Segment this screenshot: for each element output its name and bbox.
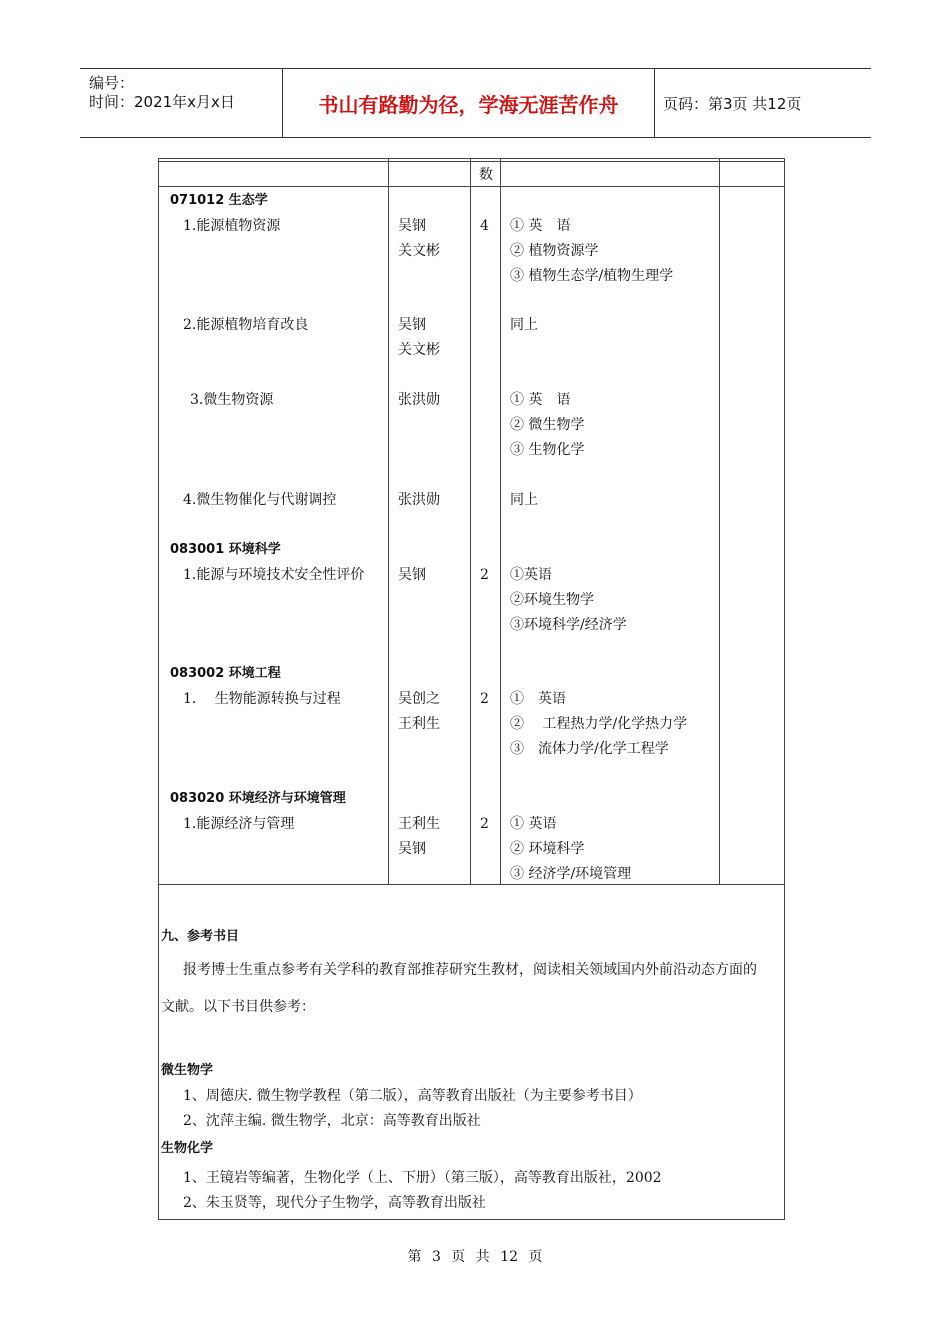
enroll-count: 4 (480, 218, 489, 234)
advisor: 王利生 (398, 816, 440, 832)
table-col-divider (500, 158, 501, 884)
research-direction: 3.微生物资源 (190, 392, 274, 408)
exam-subject: ② 工程热力学/化学热力学 (510, 716, 688, 732)
research-direction: 1. 生物能源转换与过程 (183, 691, 341, 707)
advisor: 关文彬 (398, 342, 440, 358)
table-top-inner-line (158, 161, 785, 162)
exam-subject: ① 英 语 (510, 392, 571, 408)
reference-subject: 生物化学 (161, 1141, 214, 1156)
section-title: 083001 环境科学 (170, 542, 281, 557)
header-meta (80, 69, 282, 137)
references-heading: 九、参考书目 (161, 929, 240, 944)
exam-subject: ① 英 语 (510, 218, 571, 234)
count-column-header: 数 (479, 167, 493, 183)
reference-book: 1、王镜岩等编著，生物化学（上、下册）（第三版），高等教育出版社，2002 (183, 1170, 662, 1186)
advisor: 吴创之 (398, 691, 440, 707)
references-intro: 文献。以下书目供参考： (161, 999, 315, 1015)
research-direction: 1.能源植物资源 (183, 218, 281, 234)
exam-subject: ②环境生物学 (510, 592, 594, 608)
section-title: 071012 生态学 (170, 193, 268, 208)
header-page-info: 页码：第3页 共12页 (663, 95, 802, 113)
advisor: 张洪勋 (398, 392, 440, 408)
exam-subject: 同上 (510, 317, 538, 333)
exam-subject: ③ 生物化学 (510, 442, 585, 458)
page-footer: 第 3 页 共 12 页 (407, 1249, 543, 1265)
exam-subject: ② 环境科学 (510, 841, 585, 857)
exam-subject: ①英语 (510, 567, 552, 583)
advisor: 吴钢 (398, 567, 426, 583)
research-direction: 4.微生物催化与代谢调控 (183, 492, 337, 508)
exam-subject: 同上 (510, 492, 538, 508)
reference-subject: 微生物学 (161, 1063, 214, 1078)
table-col-divider (470, 158, 471, 884)
references-intro: 报考博士生重点参考有关学科的教育部推荐研究生教材，阅读相关领域国内外前沿动态方面的 (183, 962, 757, 978)
time-label: 时间：2021年x月x日 (89, 93, 235, 111)
advisor: 王利生 (398, 716, 440, 732)
page-header (80, 68, 871, 138)
exam-subject: ① 英语 (510, 816, 557, 832)
reference-book: 2、沈萍主编. 微生物学，北京：高等教育出版社 (183, 1113, 481, 1129)
exam-subject: ② 植物资源学 (510, 243, 599, 259)
number-label: 编号： (89, 74, 135, 92)
research-direction: 1.能源与环境技术安全性评价 (183, 567, 365, 583)
exam-subject: ③ 流体力学/化学工程学 (510, 741, 669, 757)
header-divider (654, 69, 655, 137)
advisor: 吴钢 (398, 841, 426, 857)
reference-book: 1、周德庆. 微生物学教程（第二版），高等教育出版社（为主要参考书目） (183, 1088, 642, 1104)
section-title: 083020 环境经济与环境管理 (170, 791, 346, 806)
header-motto: 书山有路勤为径，学海无涯苦作舟 (318, 92, 619, 117)
advisor: 吴钢 (398, 218, 426, 234)
advisor: 吴钢 (398, 317, 426, 333)
research-direction: 2.能源植物培育改良 (183, 317, 309, 333)
advisor: 关文彬 (398, 243, 440, 259)
table-col-divider (719, 158, 720, 884)
exam-subject: ③ 经济学/环境管理 (510, 866, 632, 882)
reference-book: 2、朱玉贤等，现代分子生物学，高等教育出版社 (183, 1195, 486, 1211)
research-direction: 1.能源经济与管理 (183, 816, 295, 832)
exam-subject: ① 英语 (510, 691, 566, 707)
exam-subject: ③ 植物生态学/植物生理学 (510, 268, 674, 284)
section-title: 083002 环境工程 (170, 666, 281, 681)
exam-subject: ③环境科学/经济学 (510, 617, 627, 633)
exam-subject: ② 微生物学 (510, 417, 585, 433)
enroll-count: 2 (480, 816, 489, 832)
enroll-count: 2 (480, 691, 489, 707)
table-bottom-line (158, 884, 785, 885)
table-header-line (158, 186, 785, 187)
enroll-count: 2 (480, 567, 489, 583)
advisor: 张洪勋 (398, 492, 440, 508)
table-col-divider (388, 158, 389, 884)
